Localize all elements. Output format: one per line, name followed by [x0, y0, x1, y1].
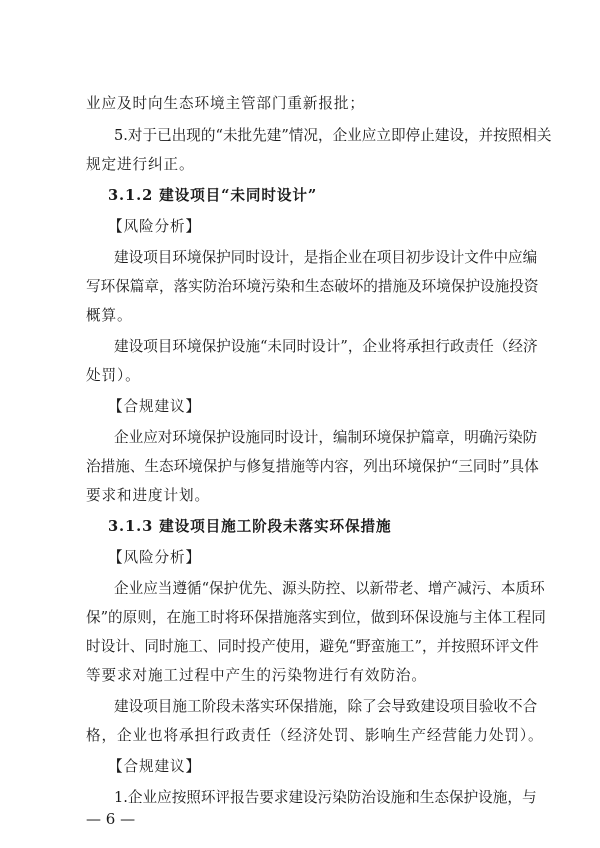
subheading-risk-analysis: 【风险分析】 — [108, 549, 201, 566]
text-line: 5.对于已出现的“未批先建”情况，企业应立即停止建设，并按照相关 — [114, 127, 552, 144]
section-heading-3-1-3: 3.1.3 建设项目施工阶段未落实环保措施 — [108, 518, 392, 535]
subheading-compliance-advice: 【合规建议】 — [108, 398, 201, 415]
text-line: 治措施、生态环境保护与修复措施等内容，列出环境保护“三同时”具体 — [86, 458, 539, 475]
text-line: 处罚）。 — [86, 367, 141, 384]
text-line: 等要求对施工过程中产生的污染物进行有效防治。 — [86, 667, 427, 684]
text-line: 规定进行纠正。 — [86, 156, 195, 173]
text-line: 企业应对环境保护设施同时设计，编制环境保护篇章，明确污染防 — [114, 429, 538, 446]
text-line: 建设项目环境保护同时设计，是指企业在项目初步设计文件中应编 — [114, 249, 538, 266]
text-line: 格，企业也将承担行政责任（经济处罚、影响生产经营能力处罚）。 — [86, 727, 544, 744]
text-line: 业应及时向生态环境主管部门重新报批； — [86, 95, 365, 112]
text-line: 1.企业应按照环评报告要求建设污染防治设施和生态保护设施，与 — [114, 789, 537, 806]
text-line: 建设项目施工阶段未落实环保措施，除了会导致建设项目验收不合 — [114, 698, 538, 715]
text-line: 保”的原则，在施工时将环保措施落实到位，做到环保设施与主体工程同 — [86, 609, 546, 626]
text-line: 建设项目环境保护设施“未同时设计”，企业将承担行政责任（经济 — [114, 338, 538, 355]
text-line: 企业应当遵循“保护优先、源头防控、以新带老、增产减污、本质环 — [114, 580, 545, 597]
section-heading-3-1-2: 3.1.2 建设项目“未同时设计” — [108, 187, 318, 204]
text-line: 写环保篇章，落实防治环境污染和生态破坏的措施及环境保护设施投资 — [86, 278, 539, 295]
text-line: 时设计、同时施工、同时投产使用，避免“野蛮施工”，并按照环评文件 — [86, 638, 539, 655]
subheading-risk-analysis: 【风险分析】 — [108, 218, 201, 235]
text-line: 概算。 — [86, 307, 133, 324]
page-number: — 6 — — [86, 810, 136, 828]
text-line: 要求和进度计划。 — [86, 487, 210, 504]
subheading-compliance-advice: 【合规建议】 — [108, 758, 201, 775]
